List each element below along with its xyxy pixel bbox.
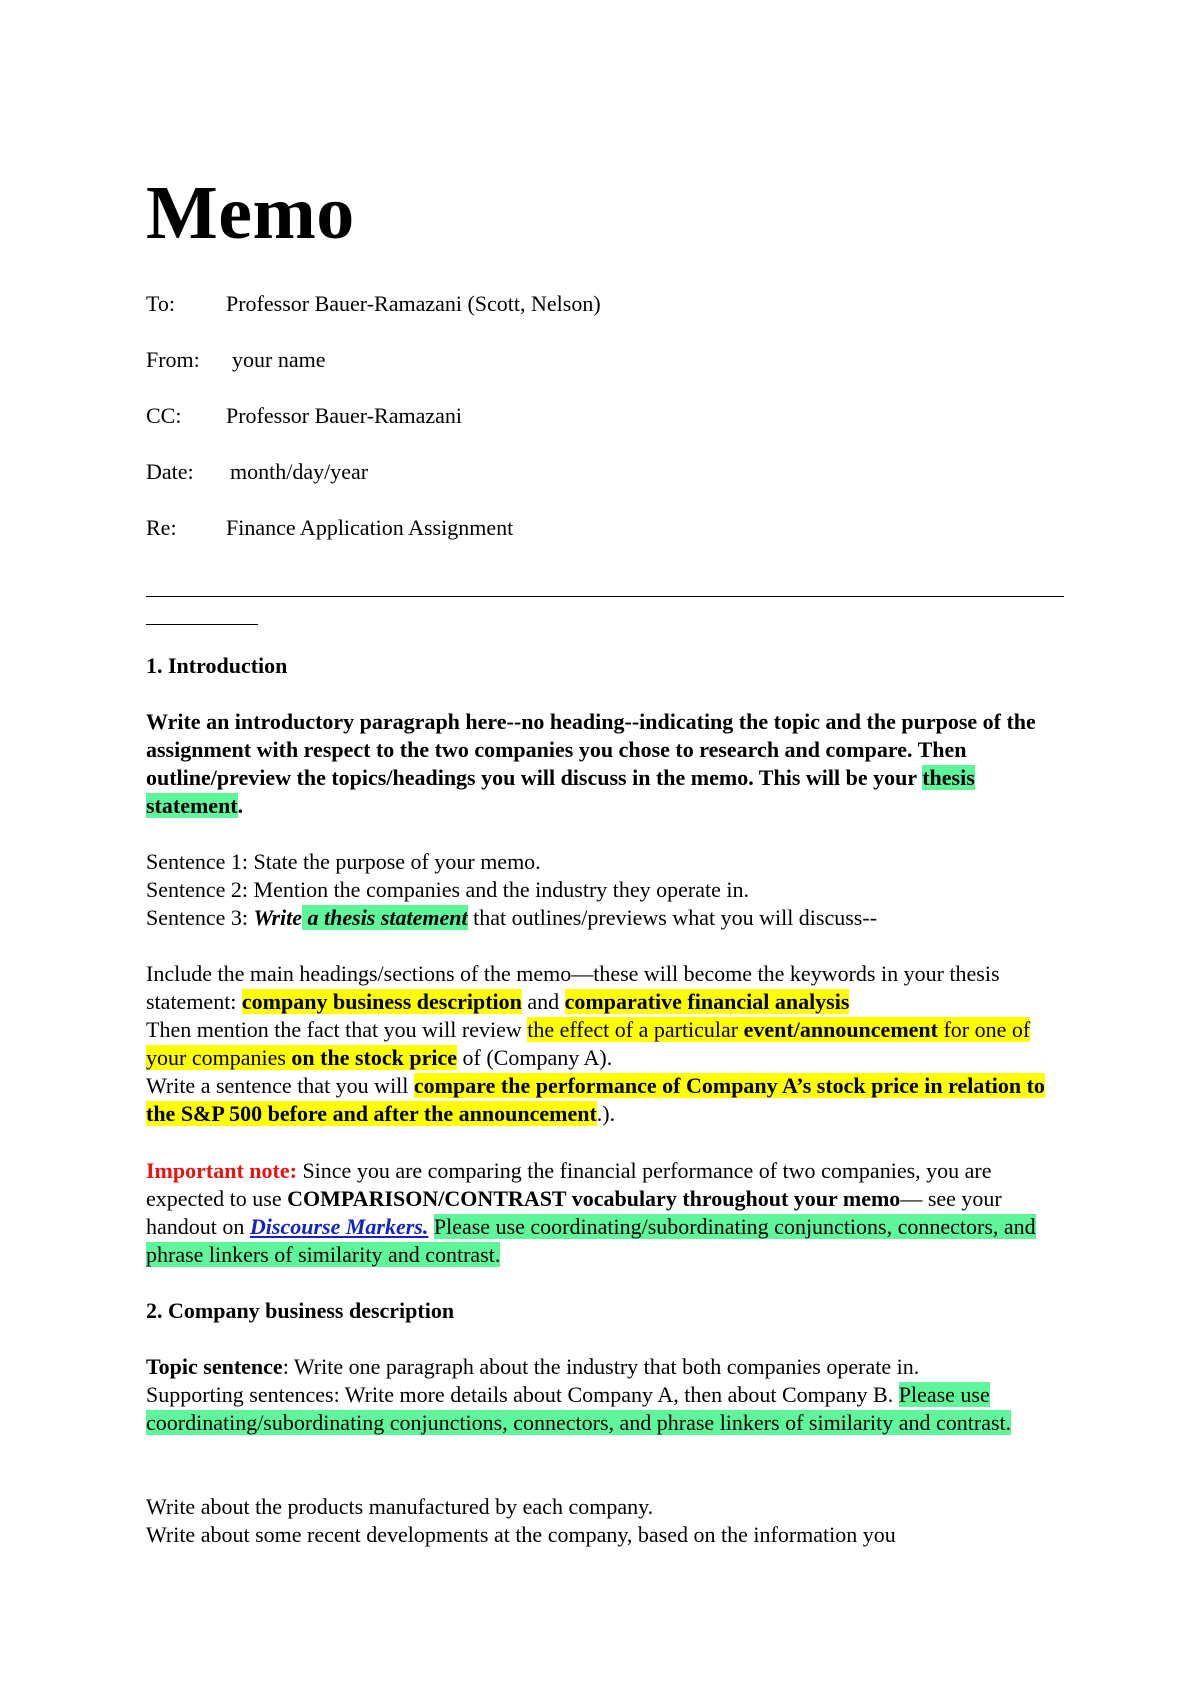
header-date [146,458,368,486]
important-note: Important note: Since you are comparing the financial performance of two companies, you are expected to use COMPARISON/CONTRAST vocabulary throughout your memo— see your handout on Discourse Markers. Please use coordinating/subordinating conjunctions, connectors, and phrase linkers of similarity and contrast. [146,1158,1036,1267]
include-paragraph: Include the main headings/sections of the memo—these will become the keywords in your thesis statement: company business description and comparative financial analysis Then mention the fact that you will review the effect of a particular event/announcement for one of your companies on the stock price of (Company A). Write a sentence that you will compare the performance of Company A’s stock price in relation to the S&P 500 before and after the announcement.). [146,961,1045,1126]
sentence-2: Sentence 2: Mention the companies and the industry they operate in. [146,877,750,902]
developments-line: Write about some recent developments at the company, based on the information you [146,1522,896,1547]
discourse-markers-link[interactable]: Discourse Markers. [249,1214,429,1239]
from-label: From: [146,347,200,372]
products-line: Write about the products manufactured by each company. [146,1494,654,1519]
from-value: your name [232,347,326,372]
date-value: month/day/year [230,459,369,484]
header-re [146,514,513,542]
to-value: Professor Bauer-Ramazani (Scott, Nelson) [226,291,601,316]
intro-paragraph: Write an introductory paragraph here--no heading--indicating the topic and the purpose of the assignment with respect to the two companies you chose to research and compare. Then outline/preview the topics/headings you will discuss in the memo. This will be your thesis statement. [146,709,1036,818]
important-note-label: Important note: [146,1158,297,1183]
company-heading: 2. Company business description [146,1298,455,1323]
cc-label: CC: [146,403,182,428]
thesis-highlight: thesis statement [146,765,975,818]
intro-sentences [146,848,1064,932]
header-divider [146,596,1064,597]
memo-title: Memo [146,171,355,255]
company-more [146,1493,1064,1549]
date-label: Date: [146,459,194,484]
cc-value: Professor Bauer-Ramazani [226,403,462,428]
header-from [146,346,325,374]
to-label: To: [146,291,176,316]
sentence-1: Sentence 1: State the purpose of your memo. [146,849,541,874]
company-paragraph: Topic sentence: Write one paragraph about the industry that both companies operate in. Supporting sentences: Write more details about Company A, then about Company B. Please use coordinating/subordinating conjunctions, connectors, and phrase linkers of similarity and contrast. [146,1354,1012,1435]
sentence-3: Sentence 3: Write a thesis statement that outlines/previews what you will discuss-- [146,905,878,930]
header-to [146,290,601,318]
header-cc [146,402,462,430]
header-divider-short [146,624,258,625]
intro-heading: 1. Introduction [146,653,288,678]
re-value: Finance Application Assignment [226,515,514,540]
re-label: Re: [146,515,177,540]
